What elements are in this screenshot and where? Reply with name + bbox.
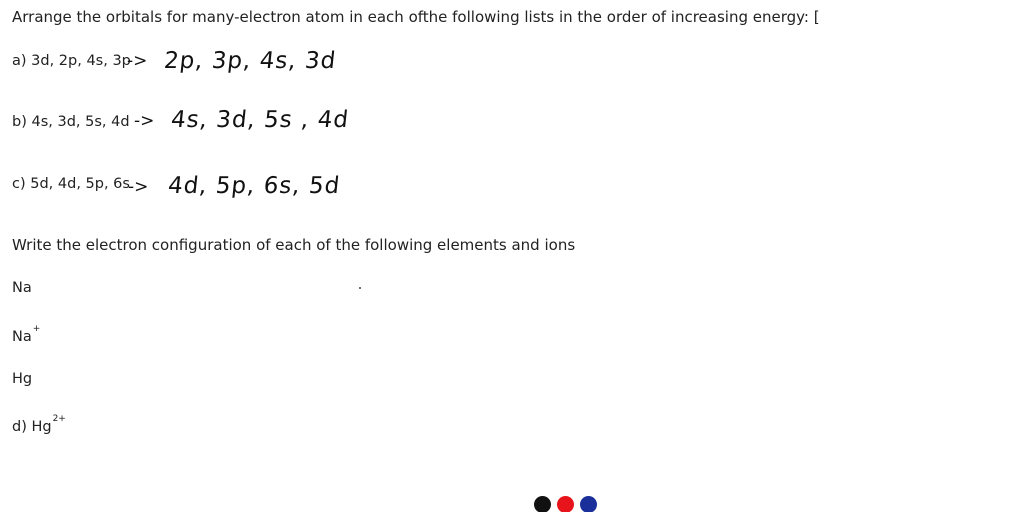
item-a-orbitals: a) 3d, 2p, 4s, 3p: [12, 53, 131, 69]
item-a-arrow: ->: [127, 51, 148, 71]
species-hg-ion-charge: 2+: [52, 414, 66, 424]
config-question-prompt: Write the electron configuration of each of the following elements and ions: [12, 236, 576, 254]
species-na-ion: [12, 324, 41, 345]
item-c-arrow: ->: [128, 177, 149, 197]
species-na-ion-label: Na: [12, 328, 32, 345]
species-hg-ion: [12, 414, 66, 435]
species-hg-ion-label: d) Hg: [12, 418, 52, 435]
species-hg-label: Hg: [12, 370, 33, 387]
item-b-orbitals: b) 4s, 3d, 5s, 4d: [12, 114, 130, 130]
pen-red-icon[interactable]: [557, 496, 574, 512]
stray-dot: [359, 287, 361, 289]
species-na: [12, 280, 33, 295]
species-na-label: Na: [12, 279, 32, 296]
item-c-handwritten-answer: 4d, 5p, 6s, 5d: [166, 173, 342, 199]
pen-black-icon[interactable]: [534, 496, 551, 512]
item-b-arrow: ->: [134, 111, 155, 131]
item-b-handwritten-answer: 4s, 3d, 5s , 4d: [169, 107, 351, 133]
orbital-question-prompt: Arrange the orbitals for many-electron atom in each ofthe following lists in the order of increasing energy: [: [12, 8, 820, 26]
item-c-orbitals: c) 5d, 4d, 5p, 6s: [12, 176, 130, 192]
item-a-handwritten-answer: 2p, 3p, 4s, 3d: [162, 48, 338, 74]
species-hg: [12, 371, 33, 386]
pen-blue-icon[interactable]: [580, 496, 597, 512]
species-na-ion-charge: +: [32, 324, 41, 334]
